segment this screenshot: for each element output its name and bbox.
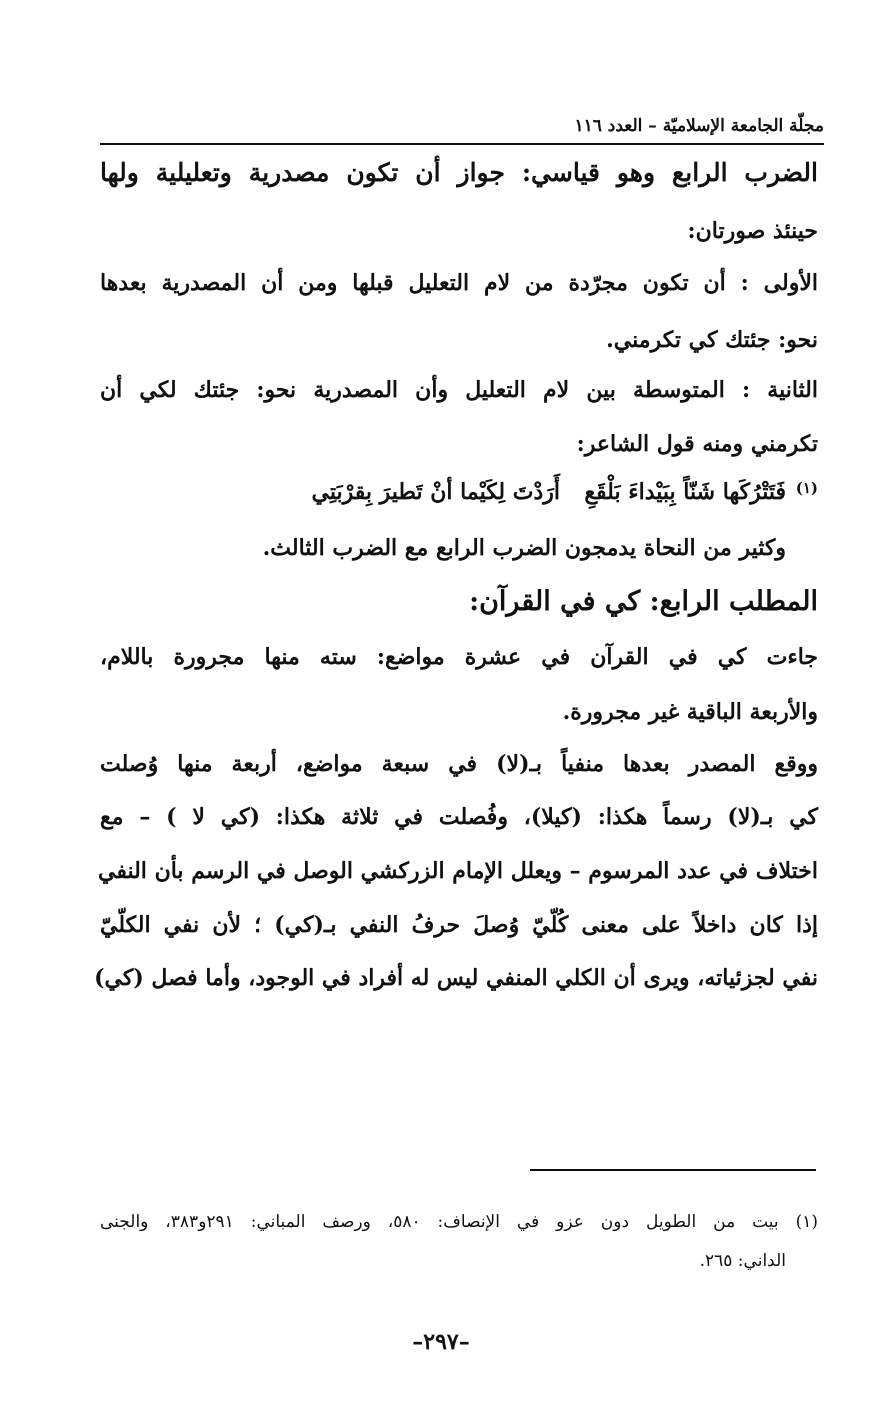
body-line: حينئذ صورتان: [687,218,818,244]
body-line: ووقع المصدر بعدها منفياً بـ(لا) في سبعة مواضع، أربعة منها وُصلت [100,751,818,777]
footnote-reference: (١) [795,479,818,497]
body-line: جاءت كي في القرآن في عشرة مواضع: سته منها مجرورة باللام، [100,644,818,670]
footnote-line: (١) بيت من الطويل دون عزو في الإنصاف: ٥٨٠، ورصف المباني: ٢٩١و٣٨٣، والجنى [100,1212,818,1232]
body-line: تكرمني ومنه قول الشاعر: [576,431,818,457]
footnote-separator [530,1169,816,1171]
page-number: –٢٩٧– [412,1329,470,1355]
body-line: نفي لجزئياته، ويرى أن الكلي المنفي ليس له أفراد في الوجود، وأما فصل (كي) [94,965,818,991]
body-line: إذا كان داخلاً على معنى كُلّيّ وُصلَ حرفُ النفي بـ(كي) ؛ لأن نفي الكلّيّ [100,912,818,938]
verse-hemistich-second: فَتَتْرُكَها شَنّاً بِبَيْداءَ بَلْقَعِ [584,479,786,505]
body-line: اختلاف في عدد المرسوم – ويعلل الإمام الزركشي الوصل في الرسم بأن النفي [97,858,818,884]
body-line: الثانية : المتوسطة بين لام التعليل وأن المصدرية نحو: جئتك لكي أن [100,377,818,403]
body-line: وكثير من النحاة يدمجون الضرب الرابع مع الضرب الثالث. [262,535,786,561]
section-heading: المطلب الرابع: كي في القرآن: [469,586,818,617]
body-line: نحو: جئتك كي تكرمني. [606,327,818,353]
body-line: كي بـ(لا) رسماً هكذا: (كيلا)، وفُصلت في ثلاثة هكذا: (كي لا ) – مع [100,804,818,830]
running-header: مجلّة الجامعة الإسلاميّة – العدد ١١٦ [574,116,824,136]
header-rule [100,143,824,145]
body-line: الأولى : أن تكون مجرّدة من لام التعليل قبلها ومن أن المصدرية بعدها [100,270,818,296]
body-line: الضرب الرابع وهو قياسي: جواز أن تكون مصدرية وتعليلية ولها [100,158,818,187]
footnote-line: الداني: ٢٦٥. [699,1251,786,1271]
body-line: والأربعة الباقية غير مجرورة. [562,699,818,725]
verse-hemistich-first: أَرَدْتَ لِكَيْما أنْ تَطيرَ بِقرْبَتِي [311,479,560,505]
